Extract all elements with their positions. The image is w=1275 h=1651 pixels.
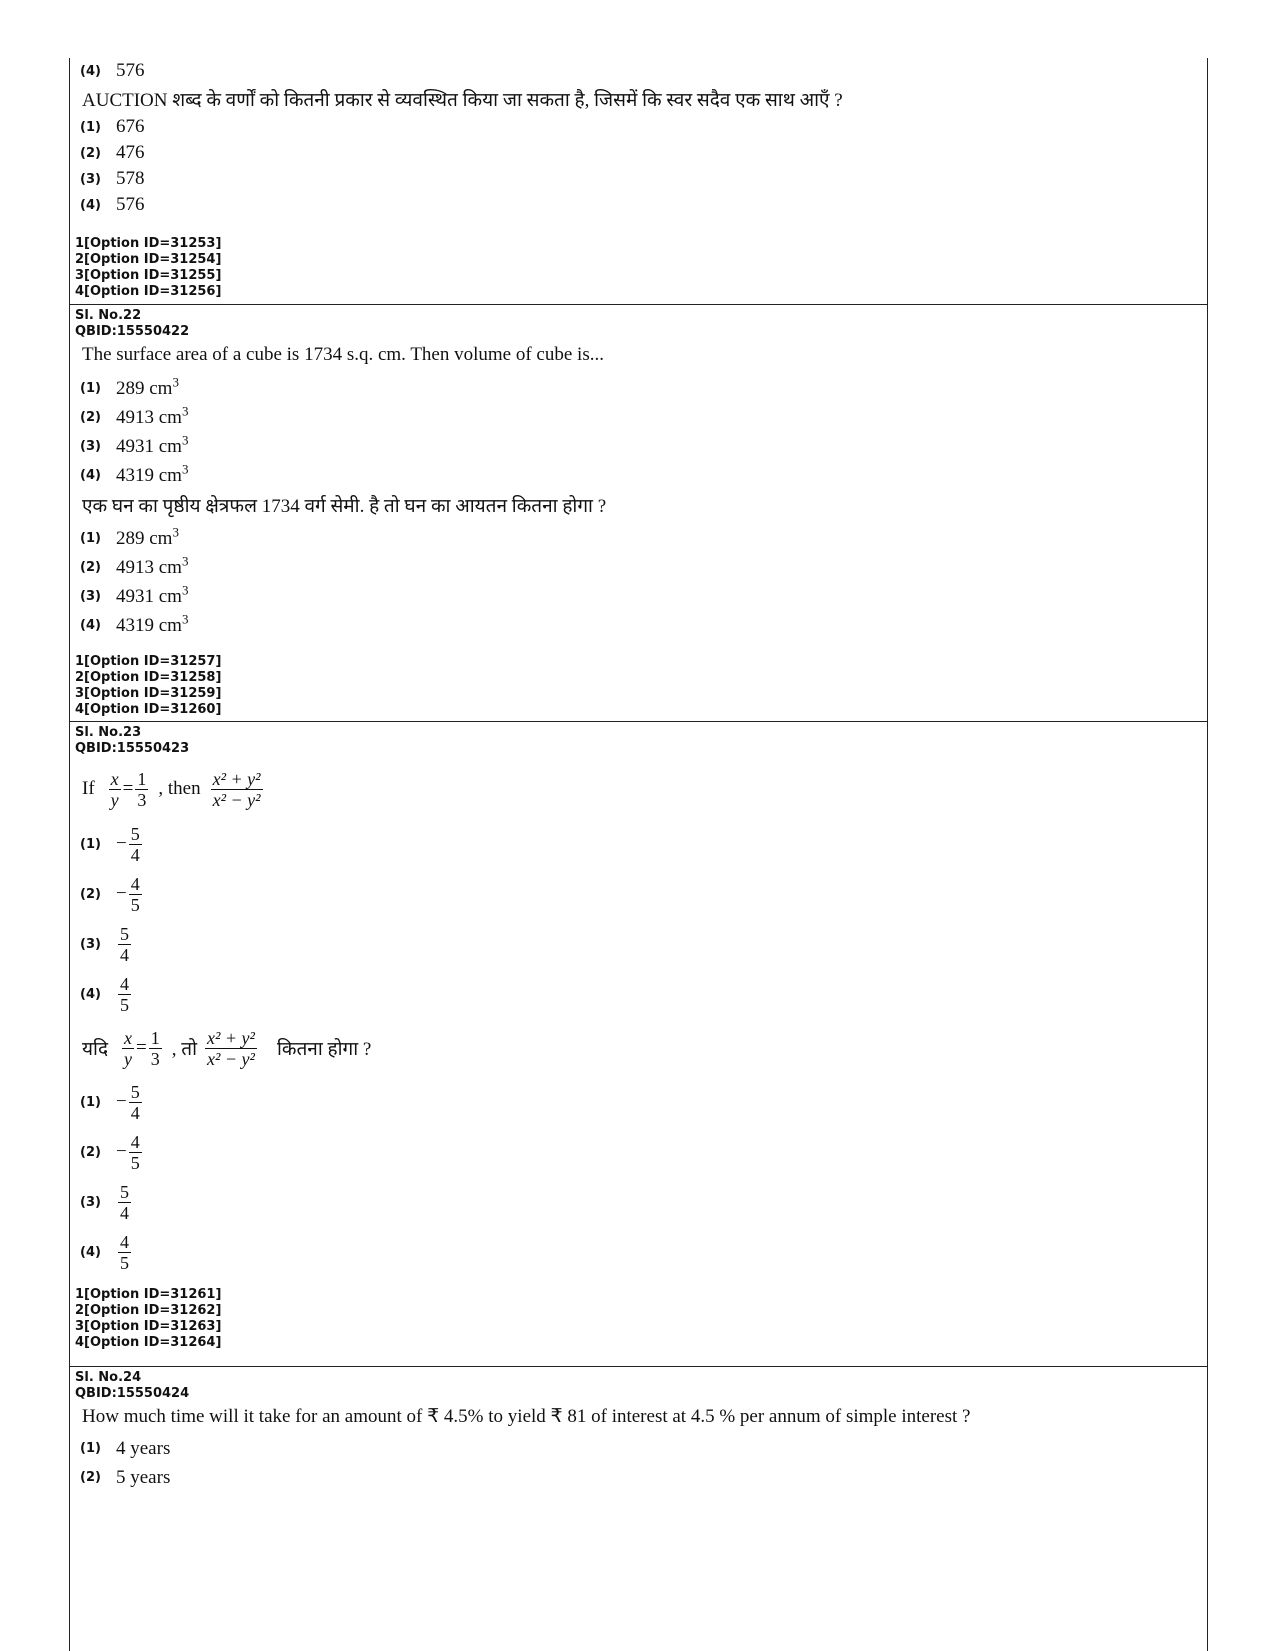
question-text-hindi: AUCTION शब्द के वर्णों को कितनी प्रकार से व्यवस्थित किया जा सकता है, जिसमें कि स्वर सदैव एक साथ आएँ ?	[82, 90, 843, 111]
option-value: 4319 $cm^3$	[116, 461, 189, 486]
option-id: 3[Option ID=31263]	[75, 1319, 222, 1334]
option-id: 4[Option ID=31260]	[75, 702, 222, 717]
option-id: 1[Option ID=31257]	[75, 654, 222, 669]
option-number: (3)	[80, 589, 101, 604]
option-id-list	[70, 1287, 1207, 1351]
option-item: (2) − $\frac{4}{5}$	[80, 873, 140, 915]
option-number: (3)	[80, 1194, 101, 1210]
option-item	[70, 432, 1207, 461]
option-item	[70, 58, 1207, 84]
option-number: (4)	[80, 197, 101, 213]
option-id: 3[Option ID=31255]	[75, 268, 222, 283]
option-id: 3[Option ID=31259]	[75, 686, 222, 701]
option-fraction: $\frac{5}{4}$	[130, 1081, 140, 1123]
ratio-rhs: $\frac{1}{3}$	[150, 1027, 160, 1069]
expression: $\frac{\text{x² + y²}}{\text{x² − y²}}$	[212, 768, 261, 810]
qbid: QBID:15550424	[75, 1386, 190, 1401]
option-value: 4931 $cm^3$	[116, 582, 189, 607]
option-id: 4[Option ID=31256]	[75, 284, 222, 299]
option-item	[70, 1177, 1207, 1227]
option-item: (1) − $\frac{5}{4}$	[80, 1081, 140, 1123]
ratio-lhs: $\frac{x}{y}$	[124, 1027, 133, 1069]
option-value: 4931 $cm^3$	[116, 432, 189, 457]
option-number: (1)	[80, 381, 101, 396]
option-fraction: $\frac{4}{5}$	[130, 873, 140, 915]
option-value: 578	[116, 168, 145, 189]
option-value: 676	[116, 116, 145, 137]
serial-number: Sl. No.22	[75, 308, 142, 323]
question-22	[70, 308, 1207, 718]
option-item	[70, 969, 1207, 1019]
option-number: (2)	[80, 1144, 101, 1160]
qbid: QBID:15550423	[75, 741, 190, 756]
option-item	[70, 524, 1207, 553]
option-item	[70, 461, 1207, 490]
option-item	[70, 582, 1207, 611]
option-item: (1) − $\frac{5}{4}$	[80, 823, 140, 865]
option-fraction: $\frac{4}{5}$	[120, 973, 129, 1015]
option-number: (3)	[80, 171, 101, 187]
option-fraction: $\frac{5}{4}$	[120, 1181, 129, 1223]
option-value: 5 years	[116, 1466, 171, 1488]
option-number: (4)	[80, 986, 101, 1002]
question-paper-frame	[69, 58, 1208, 1651]
qbid: QBID:15550422	[75, 324, 190, 339]
question-text-hindi: यदि $\frac{x}{y}$ = $\frac{1}{3}$ , तो $\frac{\text{x² + y²}}{\text{x² − y²}}$ कितना होगा ?	[82, 1027, 372, 1069]
option-item	[70, 166, 1207, 192]
option-value: 4913 $cm^3$	[116, 553, 189, 578]
question-24	[70, 1370, 1207, 1492]
option-number: (3)	[80, 439, 101, 454]
question-text-hindi: एक घन का पृष्ठीय क्षेत्रफल 1734 वर्ग सेमी. है तो घन का आयतन कितना होगा ?	[82, 496, 607, 517]
serial-number: Sl. No.23	[75, 725, 142, 740]
option-fraction: $\frac{5}{4}$	[130, 823, 140, 865]
option-item	[70, 140, 1207, 166]
option-number: (1)	[80, 1094, 101, 1110]
option-number: (1)	[80, 119, 101, 135]
option-number: (1)	[80, 836, 101, 852]
question-separator	[70, 1366, 1207, 1367]
option-item	[70, 1227, 1207, 1277]
question-separator	[70, 721, 1207, 722]
option-value: 576	[116, 194, 145, 215]
option-number: (2)	[80, 1470, 101, 1485]
option-item	[70, 553, 1207, 582]
option-id: 2[Option ID=31262]	[75, 1303, 222, 1318]
q21-continuation	[70, 58, 1207, 300]
option-item	[70, 374, 1207, 403]
option-value: 576	[116, 60, 145, 81]
ratio-lhs: $\frac{x}{y}$	[110, 768, 119, 810]
question-23	[70, 725, 1207, 1351]
option-id: 1[Option ID=31253]	[75, 236, 222, 251]
question-text-english: If $\frac{x}{y}$ = $\frac{1}{3}$ , then $\frac{\text{x² + y²}}{\text{x² − y²}}$	[82, 768, 261, 810]
expression: $\frac{\text{x² + y²}}{\text{x² − y²}}$	[207, 1027, 255, 1069]
option-id: 2[Option ID=31258]	[75, 670, 222, 685]
option-item	[70, 919, 1207, 969]
option-number: (2)	[80, 410, 101, 425]
serial-number: Sl. No.24	[75, 1370, 142, 1385]
option-item	[70, 403, 1207, 432]
ratio-rhs: $\frac{1}{3}$	[137, 768, 147, 810]
option-value: 4319 $cm^3$	[116, 611, 189, 636]
option-value: 4 years	[116, 1437, 171, 1459]
option-number: (4)	[80, 1244, 101, 1260]
option-number: (2)	[80, 560, 101, 575]
option-item	[70, 611, 1207, 640]
option-number: (3)	[80, 936, 101, 952]
option-id: 1[Option ID=31261]	[75, 1287, 222, 1302]
option-fraction: $\frac{4}{5}$	[130, 1131, 140, 1173]
question-text-english: How much time will it take for an amount of ₹ 4.5% to yield ₹ 81 of interest at 4.5 % per annum of simple interest ?	[82, 1406, 971, 1427]
option-item	[70, 1434, 1207, 1463]
option-number: (1)	[80, 531, 101, 546]
option-fraction: $\frac{4}{5}$	[120, 1231, 129, 1273]
option-id: 4[Option ID=31264]	[75, 1335, 222, 1350]
option-id-list	[70, 236, 1207, 300]
option-number: (4)	[80, 468, 101, 483]
option-item	[70, 1463, 1207, 1492]
option-item: (2) − $\frac{4}{5}$	[80, 1131, 140, 1173]
question-text-english: The surface area of a cube is 1734 s.q. cm. Then volume of cube is...	[82, 344, 604, 365]
option-item	[70, 192, 1207, 218]
option-fraction: $\frac{5}{4}$	[120, 923, 129, 965]
question-separator	[70, 304, 1207, 305]
option-value: 289 $cm^3$	[116, 374, 179, 399]
option-value: 4913 $cm^3$	[116, 403, 189, 428]
option-value: 289 $cm^3$	[116, 524, 179, 549]
option-number: (4)	[80, 618, 101, 633]
option-item	[70, 114, 1207, 140]
option-number: (1)	[80, 1441, 101, 1456]
option-value: 476	[116, 142, 145, 163]
option-number: (2)	[80, 145, 101, 161]
option-id: 2[Option ID=31254]	[75, 252, 222, 267]
option-id-list	[70, 654, 1207, 718]
option-number: (4)	[80, 63, 101, 79]
option-number: (2)	[80, 886, 101, 902]
